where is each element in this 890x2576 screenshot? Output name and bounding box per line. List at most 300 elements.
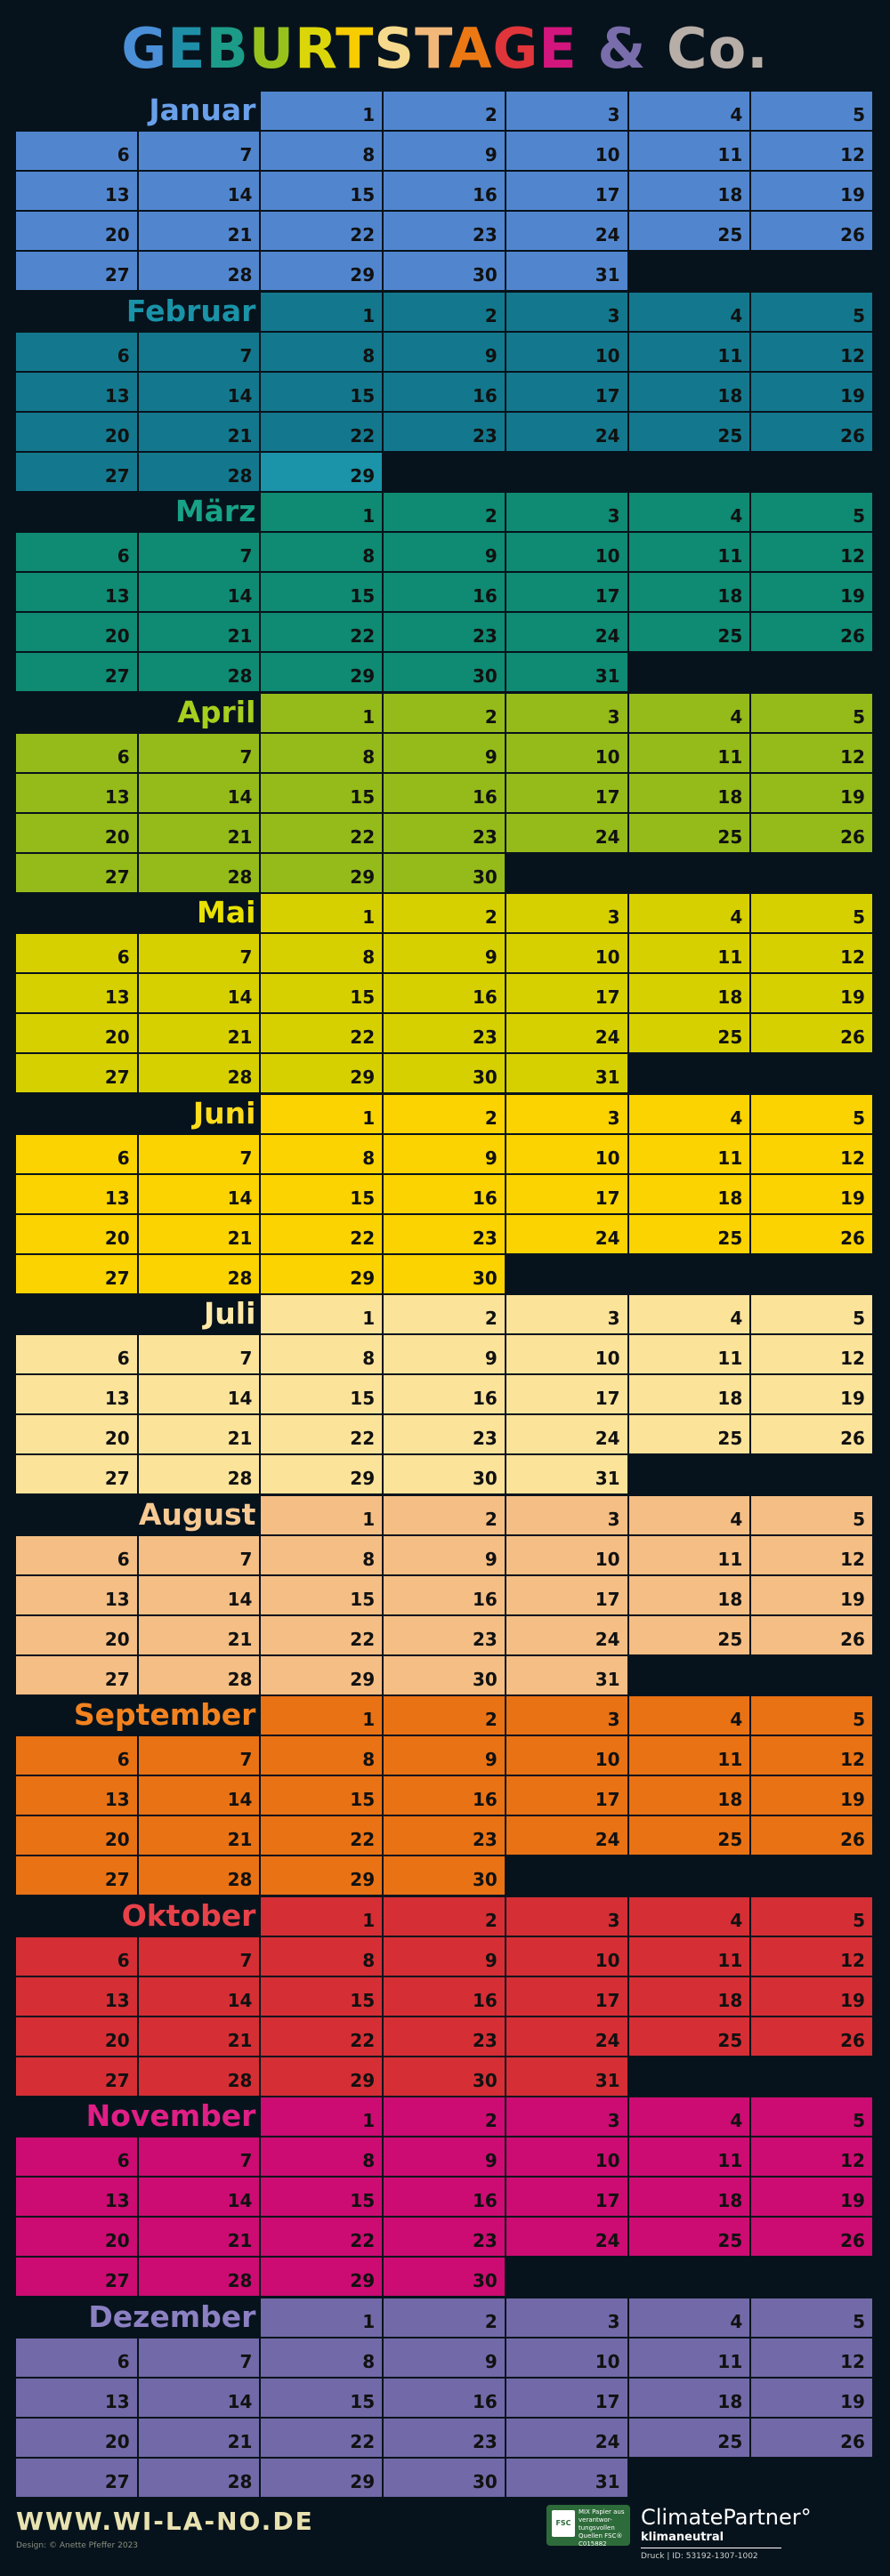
day-cell: 13 bbox=[16, 1375, 139, 1415]
day-cell: 5 bbox=[751, 1496, 874, 1536]
day-cell: 26 bbox=[751, 1415, 874, 1455]
day-cell: 14 bbox=[139, 1576, 262, 1616]
day-cell: 19 bbox=[751, 1576, 874, 1616]
day-cell: 1 bbox=[261, 1095, 384, 1135]
day-cell: 4 bbox=[629, 293, 752, 333]
day-cell: 29 bbox=[261, 854, 384, 894]
day-cell: 9 bbox=[384, 132, 506, 172]
day-cell: 2 bbox=[384, 293, 506, 333]
day-cell: 1 bbox=[261, 1496, 384, 1536]
day-cell: 24 bbox=[506, 1816, 629, 1856]
day-cell: 28 bbox=[139, 1054, 262, 1094]
day-cell: 15 bbox=[261, 1576, 384, 1616]
day-cell: 6 bbox=[16, 734, 139, 774]
day-cell: 22 bbox=[261, 1014, 384, 1054]
day-cell: 31 bbox=[506, 653, 629, 693]
day-cell: 12 bbox=[751, 2339, 874, 2379]
day-cell: 17 bbox=[506, 1375, 629, 1415]
day-cell: 9 bbox=[384, 1937, 506, 1977]
day-cell: 6 bbox=[16, 1937, 139, 1977]
day-cell: 23 bbox=[384, 1616, 506, 1656]
day-cell: 19 bbox=[751, 2379, 874, 2419]
day-cell: 23 bbox=[384, 413, 506, 453]
day-cell: 7 bbox=[139, 1335, 262, 1375]
title-letter: B bbox=[206, 16, 249, 81]
day-cell: 9 bbox=[384, 1536, 506, 1576]
day-cell: 29 bbox=[261, 1656, 384, 1696]
day-cell: 2 bbox=[384, 1496, 506, 1536]
day-cell: 11 bbox=[629, 1335, 752, 1375]
day-cell: 11 bbox=[629, 132, 752, 172]
day-cell: 10 bbox=[506, 533, 629, 573]
day-cell: 3 bbox=[506, 694, 629, 734]
day-cell: 17 bbox=[506, 2379, 629, 2419]
day-cell: 5 bbox=[751, 493, 874, 533]
climate-partner-sub: klimaneutral bbox=[641, 2531, 724, 2544]
day-cell: 3 bbox=[506, 293, 629, 333]
day-cell: 25 bbox=[629, 1014, 752, 1054]
month-name: Juni bbox=[192, 1095, 256, 1131]
title-letter: A bbox=[449, 16, 493, 81]
day-cell: 30 bbox=[384, 252, 506, 292]
day-cell: 13 bbox=[16, 2178, 139, 2218]
day-cell: 10 bbox=[506, 1135, 629, 1175]
climate-partner-name: ClimatePartner° bbox=[641, 2505, 812, 2530]
day-cell: 22 bbox=[261, 814, 384, 854]
day-cell: 24 bbox=[506, 814, 629, 854]
day-cell: 4 bbox=[629, 1696, 752, 1736]
day-cell: 31 bbox=[506, 1656, 629, 1696]
day-cell: 7 bbox=[139, 2137, 262, 2178]
day-cell: 16 bbox=[384, 1375, 506, 1415]
day-cell: 2 bbox=[384, 1897, 506, 1937]
day-cell: 13 bbox=[16, 573, 139, 613]
day-cell: 5 bbox=[751, 1295, 874, 1335]
day-cell: 15 bbox=[261, 1776, 384, 1816]
day-cell: 28 bbox=[139, 2258, 262, 2298]
day-cell: 28 bbox=[139, 252, 262, 292]
day-cell: 4 bbox=[629, 2097, 752, 2137]
day-cell: 29 bbox=[261, 653, 384, 693]
day-cell: 28 bbox=[139, 1856, 262, 1896]
day-cell: 27 bbox=[16, 653, 139, 693]
day-cell: 12 bbox=[751, 1937, 874, 1977]
day-cell: 21 bbox=[139, 2218, 262, 2258]
day-cell: 19 bbox=[751, 2178, 874, 2218]
day-cell: 28 bbox=[139, 453, 262, 493]
day-cell: 15 bbox=[261, 573, 384, 613]
day-cell: 22 bbox=[261, 413, 384, 453]
day-cell: 27 bbox=[16, 252, 139, 292]
month-name: März bbox=[174, 494, 256, 528]
day-cell: 13 bbox=[16, 1776, 139, 1816]
day-cell: 7 bbox=[139, 934, 262, 974]
title-letter: S bbox=[374, 16, 416, 81]
title-letter: R bbox=[295, 16, 336, 81]
day-cell: 14 bbox=[139, 2379, 262, 2419]
day-cell: 26 bbox=[751, 1616, 874, 1656]
day-cell: 3 bbox=[506, 493, 629, 533]
day-cell: 17 bbox=[506, 1776, 629, 1816]
day-cell: 17 bbox=[506, 1175, 629, 1215]
day-cell: 24 bbox=[506, 2017, 629, 2057]
day-cell: 6 bbox=[16, 1536, 139, 1576]
day-cell: 1 bbox=[261, 694, 384, 734]
day-cell: 30 bbox=[384, 1656, 506, 1696]
day-cell: 1 bbox=[261, 493, 384, 533]
day-cell: 26 bbox=[751, 1215, 874, 1255]
day-cell: 5 bbox=[751, 1696, 874, 1736]
day-cell: 8 bbox=[261, 734, 384, 774]
day-cell: 8 bbox=[261, 1335, 384, 1375]
day-cell: 11 bbox=[629, 734, 752, 774]
day-cell: 6 bbox=[16, 533, 139, 573]
fsc-text: MIX Papier aus verantwor- tungsvollen Quellen FSC® C015882 bbox=[578, 2508, 625, 2548]
day-cell: 15 bbox=[261, 2178, 384, 2218]
day-cell: 27 bbox=[16, 2057, 139, 2097]
day-cell: 26 bbox=[751, 2419, 874, 2459]
day-cell: 8 bbox=[261, 132, 384, 172]
page-title bbox=[0, 16, 890, 96]
title-letter: C bbox=[667, 16, 708, 81]
day-cell: 13 bbox=[16, 974, 139, 1014]
day-cell: 5 bbox=[751, 1095, 874, 1135]
day-cell: 25 bbox=[629, 2419, 752, 2459]
day-cell: 27 bbox=[16, 1255, 139, 1295]
day-cell: 3 bbox=[506, 92, 629, 132]
day-cell: 25 bbox=[629, 212, 752, 252]
day-cell: 31 bbox=[506, 1455, 629, 1495]
day-cell: 15 bbox=[261, 1375, 384, 1415]
day-cell: 25 bbox=[629, 1816, 752, 1856]
day-cell: 4 bbox=[629, 894, 752, 934]
day-cell: 24 bbox=[506, 1215, 629, 1255]
day-cell: 26 bbox=[751, 1816, 874, 1856]
day-cell: 18 bbox=[629, 1576, 752, 1616]
day-cell: 15 bbox=[261, 373, 384, 413]
day-cell: 20 bbox=[16, 212, 139, 252]
title-letter bbox=[646, 16, 667, 81]
day-cell: 29 bbox=[261, 2258, 384, 2298]
day-cell: 16 bbox=[384, 2178, 506, 2218]
day-cell: 17 bbox=[506, 774, 629, 814]
day-cell: 14 bbox=[139, 2178, 262, 2218]
day-cell: 22 bbox=[261, 1215, 384, 1255]
day-cell: 7 bbox=[139, 1937, 262, 1977]
title-letter: & bbox=[597, 16, 647, 81]
day-cell: 10 bbox=[506, 2137, 629, 2178]
day-cell: 2 bbox=[384, 1696, 506, 1736]
day-cell: 16 bbox=[384, 2379, 506, 2419]
day-cell: 10 bbox=[506, 1536, 629, 1576]
day-cell: 14 bbox=[139, 573, 262, 613]
day-cell: 1 bbox=[261, 2097, 384, 2137]
day-cell: 7 bbox=[139, 2339, 262, 2379]
day-cell: 22 bbox=[261, 1415, 384, 1455]
day-cell: 21 bbox=[139, 1816, 262, 1856]
day-cell: 15 bbox=[261, 2379, 384, 2419]
day-cell: 12 bbox=[751, 333, 874, 373]
day-cell: 13 bbox=[16, 1175, 139, 1215]
title-letter: T bbox=[415, 16, 449, 81]
day-cell: 12 bbox=[751, 934, 874, 974]
day-cell: 10 bbox=[506, 934, 629, 974]
day-cell: 21 bbox=[139, 1616, 262, 1656]
day-cell: 23 bbox=[384, 2218, 506, 2258]
day-cell: 22 bbox=[261, 2419, 384, 2459]
day-cell: 8 bbox=[261, 333, 384, 373]
day-cell: 17 bbox=[506, 172, 629, 212]
month-name: April bbox=[177, 694, 256, 729]
day-cell: 26 bbox=[751, 814, 874, 854]
day-cell: 11 bbox=[629, 1736, 752, 1776]
day-cell: 12 bbox=[751, 132, 874, 172]
day-cell: 16 bbox=[384, 1175, 506, 1215]
day-cell: 30 bbox=[384, 1856, 506, 1896]
day-cell: 20 bbox=[16, 1215, 139, 1255]
day-cell: 23 bbox=[384, 613, 506, 653]
day-cell: 25 bbox=[629, 613, 752, 653]
day-cell: 3 bbox=[506, 894, 629, 934]
day-cell: 16 bbox=[384, 172, 506, 212]
day-cell: 20 bbox=[16, 1014, 139, 1054]
day-cell: 20 bbox=[16, 613, 139, 653]
day-cell: 24 bbox=[506, 1616, 629, 1656]
day-cell: 23 bbox=[384, 1215, 506, 1255]
day-cell: 8 bbox=[261, 2137, 384, 2178]
title-letter: U bbox=[248, 16, 295, 81]
day-cell: 1 bbox=[261, 293, 384, 333]
day-cell: 14 bbox=[139, 774, 262, 814]
day-cell: 5 bbox=[751, 1897, 874, 1937]
day-cell: 29 bbox=[261, 1255, 384, 1295]
day-cell: 4 bbox=[629, 1295, 752, 1335]
day-cell: 23 bbox=[384, 1014, 506, 1054]
day-cell: 4 bbox=[629, 1897, 752, 1937]
day-cell: 7 bbox=[139, 1536, 262, 1576]
day-cell: 5 bbox=[751, 694, 874, 734]
day-cell: 25 bbox=[629, 814, 752, 854]
day-cell: 18 bbox=[629, 774, 752, 814]
day-cell: 12 bbox=[751, 1736, 874, 1776]
day-cell: 19 bbox=[751, 774, 874, 814]
day-cell: 2 bbox=[384, 493, 506, 533]
day-cell: 12 bbox=[751, 533, 874, 573]
day-cell: 22 bbox=[261, 1816, 384, 1856]
day-cell: 7 bbox=[139, 1135, 262, 1175]
day-cell: 6 bbox=[16, 1736, 139, 1776]
day-cell: 4 bbox=[629, 694, 752, 734]
day-cell: 18 bbox=[629, 2379, 752, 2419]
day-cell: 17 bbox=[506, 1576, 629, 1616]
day-cell: 22 bbox=[261, 2218, 384, 2258]
day-cell: 10 bbox=[506, 1335, 629, 1375]
day-cell: 2 bbox=[384, 894, 506, 934]
day-cell: 20 bbox=[16, 2017, 139, 2057]
day-cell: 18 bbox=[629, 974, 752, 1014]
title-letter: G bbox=[121, 16, 168, 81]
day-cell: 27 bbox=[16, 1656, 139, 1696]
day-cell: 16 bbox=[384, 1977, 506, 2017]
day-cell: 12 bbox=[751, 1335, 874, 1375]
day-cell: 29 bbox=[261, 1856, 384, 1896]
day-cell: 28 bbox=[139, 1255, 262, 1295]
day-cell: 1 bbox=[261, 92, 384, 132]
day-cell: 10 bbox=[506, 132, 629, 172]
fsc-badge bbox=[546, 2505, 630, 2546]
day-cell: 28 bbox=[139, 2459, 262, 2499]
day-cell: 2 bbox=[384, 694, 506, 734]
day-cell: 3 bbox=[506, 1897, 629, 1937]
day-cell: 25 bbox=[629, 2218, 752, 2258]
title-letter: E bbox=[538, 16, 578, 81]
day-cell: 29 bbox=[261, 1455, 384, 1495]
title-letter: E bbox=[167, 16, 206, 81]
day-cell: 11 bbox=[629, 1536, 752, 1576]
day-cell: 31 bbox=[506, 2057, 629, 2097]
day-cell: 3 bbox=[506, 1496, 629, 1536]
day-cell: 6 bbox=[16, 333, 139, 373]
day-cell: 8 bbox=[261, 2339, 384, 2379]
day-cell: 6 bbox=[16, 1335, 139, 1375]
day-cell: 14 bbox=[139, 1375, 262, 1415]
month-name: Dezember bbox=[88, 2298, 256, 2334]
day-cell: 14 bbox=[139, 1977, 262, 2017]
day-cell: 15 bbox=[261, 1175, 384, 1215]
day-cell: 26 bbox=[751, 212, 874, 252]
day-cell: 4 bbox=[629, 92, 752, 132]
day-cell: 5 bbox=[751, 894, 874, 934]
day-cell: 14 bbox=[139, 373, 262, 413]
day-cell: 25 bbox=[629, 413, 752, 453]
day-cell: 27 bbox=[16, 453, 139, 493]
day-cell: 21 bbox=[139, 2017, 262, 2057]
day-cell: 5 bbox=[751, 2298, 874, 2339]
day-cell: 11 bbox=[629, 333, 752, 373]
day-cell: 13 bbox=[16, 172, 139, 212]
day-cell: 15 bbox=[261, 172, 384, 212]
website-url[interactable]: WWW.WI-LA-NO.DE bbox=[16, 2507, 314, 2536]
day-cell: 29 bbox=[261, 252, 384, 292]
day-cell: 29 bbox=[261, 1054, 384, 1094]
day-cell: 27 bbox=[16, 1856, 139, 1896]
day-cell: 28 bbox=[139, 1455, 262, 1495]
day-cell: 5 bbox=[751, 293, 874, 333]
day-cell: 12 bbox=[751, 1536, 874, 1576]
day-cell: 20 bbox=[16, 814, 139, 854]
day-cell: 19 bbox=[751, 573, 874, 613]
day-cell: 18 bbox=[629, 1776, 752, 1816]
day-cell: 19 bbox=[751, 1977, 874, 2017]
day-cell: 2 bbox=[384, 2097, 506, 2137]
day-cell: 8 bbox=[261, 934, 384, 974]
day-cell: 20 bbox=[16, 413, 139, 453]
day-cell: 14 bbox=[139, 974, 262, 1014]
day-cell: 28 bbox=[139, 854, 262, 894]
day-cell: 29 bbox=[261, 2057, 384, 2097]
day-cell: 29 bbox=[261, 2459, 384, 2499]
day-cell: 8 bbox=[261, 1135, 384, 1175]
day-cell: 6 bbox=[16, 934, 139, 974]
day-cell: 26 bbox=[751, 413, 874, 453]
day-cell: 9 bbox=[384, 2339, 506, 2379]
day-cell: 14 bbox=[139, 1175, 262, 1215]
day-cell: 16 bbox=[384, 1776, 506, 1816]
day-cell: 12 bbox=[751, 2137, 874, 2178]
month-name: Februar bbox=[125, 293, 256, 328]
day-cell: 7 bbox=[139, 1736, 262, 1776]
day-cell: 17 bbox=[506, 573, 629, 613]
day-cell: 15 bbox=[261, 974, 384, 1014]
day-cell: 30 bbox=[384, 1455, 506, 1495]
day-cell: 8 bbox=[261, 1536, 384, 1576]
day-cell: 8 bbox=[261, 1937, 384, 1977]
day-cell: 21 bbox=[139, 1014, 262, 1054]
day-cell: 26 bbox=[751, 613, 874, 653]
day-cell: 13 bbox=[16, 1576, 139, 1616]
day-cell: 11 bbox=[629, 2339, 752, 2379]
day-cell: 7 bbox=[139, 333, 262, 373]
day-cell: 18 bbox=[629, 1977, 752, 2017]
day-cell: 17 bbox=[506, 974, 629, 1014]
day-cell: 16 bbox=[384, 1576, 506, 1616]
day-cell: 24 bbox=[506, 613, 629, 653]
day-cell: 30 bbox=[384, 1255, 506, 1295]
month-name: Januar bbox=[149, 93, 256, 127]
day-cell: 21 bbox=[139, 814, 262, 854]
day-cell: 23 bbox=[384, 814, 506, 854]
day-cell: 23 bbox=[384, 1816, 506, 1856]
day-cell: 3 bbox=[506, 1696, 629, 1736]
day-cell: 26 bbox=[751, 2218, 874, 2258]
day-cell: 26 bbox=[751, 2017, 874, 2057]
day-cell: 11 bbox=[629, 1135, 752, 1175]
design-credit: Design: © Anette Pfeffer 2023 bbox=[16, 2541, 139, 2550]
day-cell: 21 bbox=[139, 2419, 262, 2459]
day-cell: 3 bbox=[506, 1095, 629, 1135]
day-cell: 31 bbox=[506, 2459, 629, 2499]
day-cell: 9 bbox=[384, 734, 506, 774]
day-cell: 24 bbox=[506, 2218, 629, 2258]
day-cell: 25 bbox=[629, 1215, 752, 1255]
day-cell: 14 bbox=[139, 172, 262, 212]
day-cell: 11 bbox=[629, 2137, 752, 2178]
day-cell: 9 bbox=[384, 1736, 506, 1776]
day-cell: 16 bbox=[384, 573, 506, 613]
day-cell: 3 bbox=[506, 1295, 629, 1335]
day-cell: 25 bbox=[629, 1415, 752, 1455]
day-cell: 16 bbox=[384, 774, 506, 814]
day-cell: 22 bbox=[261, 1616, 384, 1656]
day-cell: 13 bbox=[16, 373, 139, 413]
day-cell: 29 bbox=[261, 453, 384, 493]
day-cell: 10 bbox=[506, 1937, 629, 1977]
day-cell: 7 bbox=[139, 132, 262, 172]
day-cell: 30 bbox=[384, 653, 506, 693]
month-name: August bbox=[138, 1496, 256, 1532]
day-cell: 30 bbox=[384, 2258, 506, 2298]
day-cell: 13 bbox=[16, 774, 139, 814]
day-cell: 28 bbox=[139, 1656, 262, 1696]
day-cell: 20 bbox=[16, 2218, 139, 2258]
day-cell: 10 bbox=[506, 333, 629, 373]
day-cell: 20 bbox=[16, 1816, 139, 1856]
day-cell: 18 bbox=[629, 573, 752, 613]
day-cell: 21 bbox=[139, 613, 262, 653]
day-cell: 19 bbox=[751, 1175, 874, 1215]
day-cell: 9 bbox=[384, 1335, 506, 1375]
day-cell: 8 bbox=[261, 1736, 384, 1776]
